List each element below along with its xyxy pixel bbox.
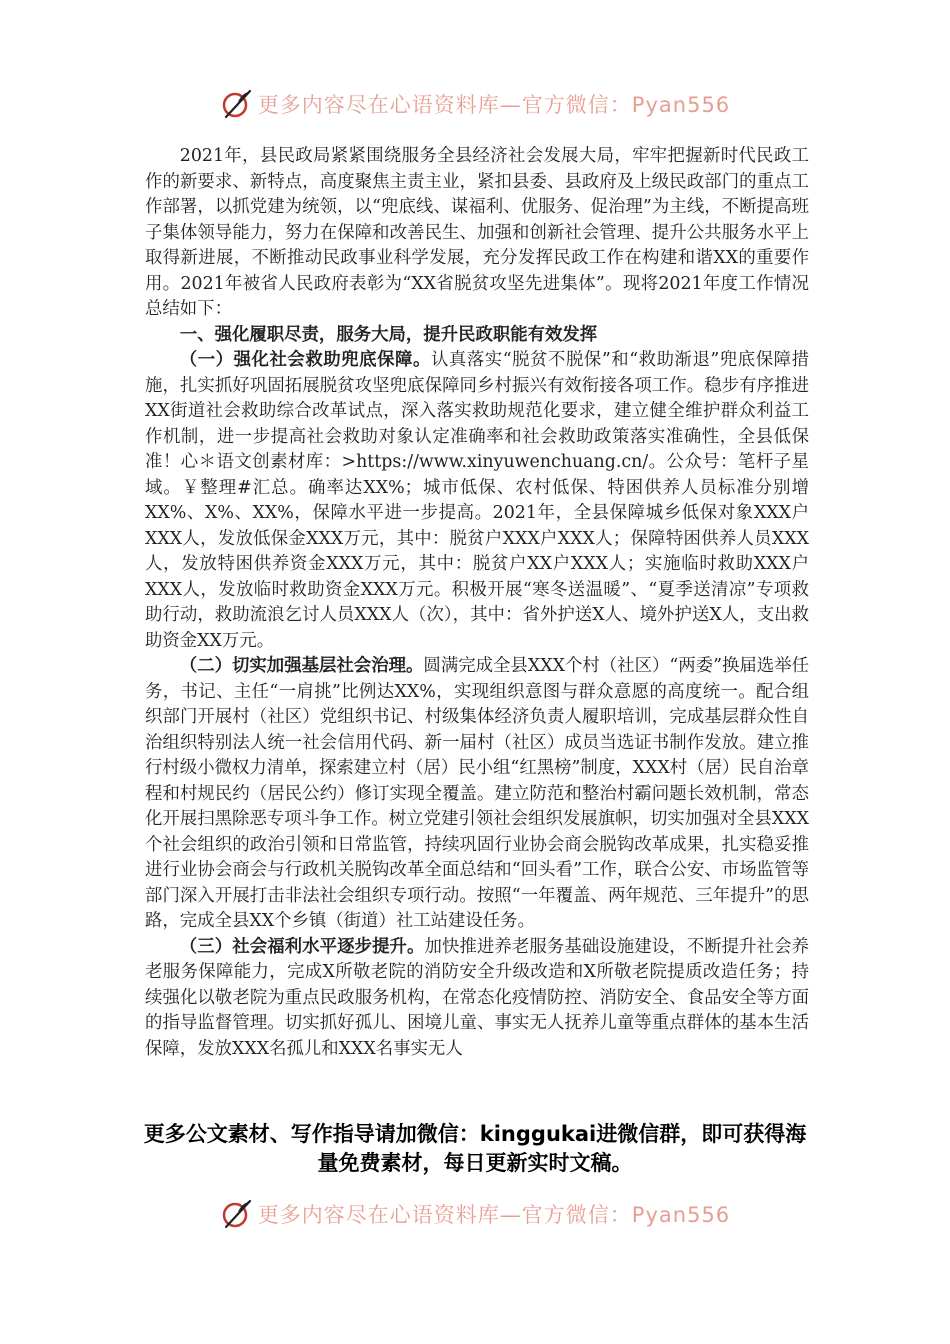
section-heading: 一、强化履职尽责，服务大局，提升民政职能有效发挥 <box>179 324 598 345</box>
document-body <box>145 144 809 1062</box>
top-watermark-banner <box>0 84 950 124</box>
paragraph-lead: （三）社会福利水平逐步提升。 <box>179 936 425 957</box>
intro-paragraph: 2021年，县民政局紧紧围绕服务全县经济社会发展大局，牢牢把握新时代民政工作的新要求、新特点，高度聚焦主责主业，紧扣县委、县政府及上级民政部门的重点工作部署，以抓党建为统领，以“兜底线、谋福利、优服务、促治理”为主线，不断提高班子集体领导能力，努力在保障和改善民生、加强和创新社会管理、提升公共服务水平上取得新进展，不断推动民政事业科学发展，充分发挥民政工作在构建和谐XX的重要作用。2021年被省人民政府表彰为“XX省脱贫攻坚先进集体”。现将2021年度工作情况总结如下： <box>145 146 809 319</box>
paragraph-text: 加快推进养老服务基础设施建设，不断提升社会养老服务保障能力，完成X所敬老院的消防安全升级改造和X所敬老院提质改造任务；持续强化以敬老院为重点民政服务机构，在常态化疫情防控、消防安全、食品安全等方面的指导监督管理。切实抓好孤儿、困境儿童、事实无人抚养儿童等重点群体的基本生活保障，发放XXX名孤儿和XXX名事实无人 <box>145 936 809 1059</box>
paragraph-social-assistance <box>145 348 809 654</box>
bottom-watermark-banner <box>0 1194 950 1234</box>
paragraph-social-welfare <box>145 935 809 1063</box>
wechat-promo-note: 更多公文素材、写作指导请加微信：kinggukai进微信群，即可获得海量免费素材，每日更新实时文稿。 <box>143 1122 807 1175</box>
quill-pen-logo-icon <box>220 1197 254 1231</box>
paragraph-text: 圆满完成全县XXX个村（社区）“两委”换届选举任务，书记、主任“一肩挑”比例达XX%，实现组织意图与群众意愿的高度统一。配合组织部门开展村（社区）党组织书记、村级集体经济负责人履职培训，完成基层群众性自治组织特别法人统一社会信用代码、新一届村（社区）成员当选证书制作发放。建立推行村级小微权力清单，探索建立村（居）民小组“红黑榜”制度，XXX村（居）民自治章程和村规民约（居民公约）修订实现全覆盖。建立防范和整治村霸问题长效机制，常态化开展扫黑除恶专项斗争工作。树立党建引领社会组织发展旗帜，切实加强对全县XXX个社会组织的政治引领和日常监管，持续巩固行业协会商会脱钩改革成果，扎实稳妥推进行业协会商会与行政机关脱钩改革全面总结和“回头看”工作，联合公安、市场监管等部门深入开展打击非法社会组织专项行动。按照“一年覆盖、两年规范、三年提升”的思路，完成全县XX个乡镇（街道）社工站建设任务。 <box>145 656 809 931</box>
paragraph-lead: （一）强化社会救助兜底保障。 <box>179 350 431 370</box>
watermark-text: 更多内容尽在心语资料库—官方微信：Pyan556 <box>257 1203 731 1227</box>
paragraph-grassroots-governance <box>145 654 809 935</box>
watermark-text: 更多内容尽在心语资料库—官方微信：Pyan556 <box>257 93 731 117</box>
paragraph-text: 认真落实“脱贫不脱保”和“救助渐退”兜底保障措施，扎实抓好巩固拓展脱贫攻坚兜底保障同乡村振兴有效衔接各项工作。稳步有序推进XX街道社会救助综合改革试点，深入落实救助规范化要求，建立健全维护群众利益工作机制，进一步提高社会救助对象认定准确率和社会救助政策落实准确性，全县低保准！心＊语文创素材库：>https://www.xinyuwenchuang.cn/。公众号：笔杆子星域。￥整理#汇总。确率达XX%；城市低保、农村低保、特困供养人员标准分别增XX%、X%、XX%，保障水平进一步提高。2021年，全县保障城乡低保对象XXX户XXX人，发放低保金XXX万元，其中：脱贫户XXX户XXX人；保障特困供养人员XXX人，发放特困供养资金XXX万元，其中：脱贫户XX户XXX人；实施临时救助XXX户XXX人，发放临时救助资金XXX万元。积极开展“寒冬送温暖”、“夏季送清凉”专项救助行动，救助流浪乞讨人员XXX人（次），其中：省外护送X人、境外护送X人，支出救助资金XX万元。 <box>145 350 809 651</box>
paragraph-lead: （二）切实加强基层社会治理。 <box>179 656 424 676</box>
quill-pen-logo-icon <box>220 87 254 121</box>
